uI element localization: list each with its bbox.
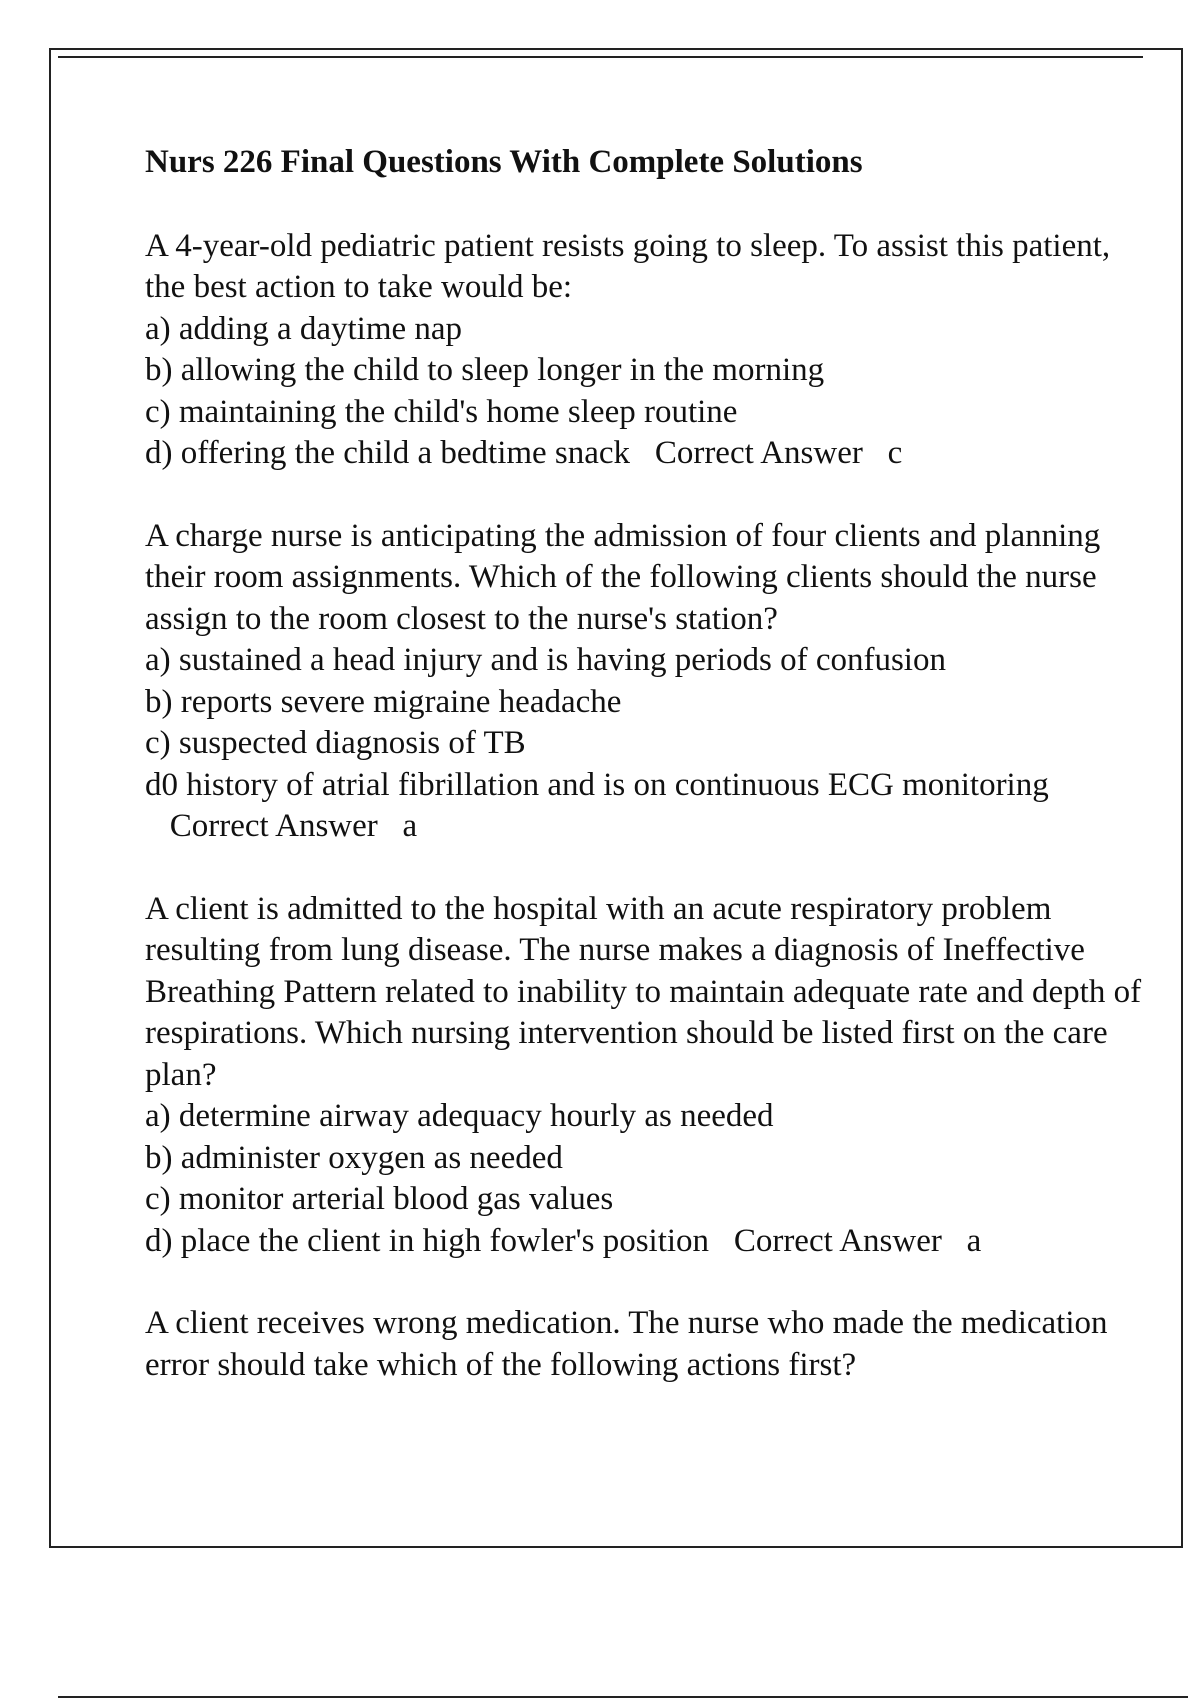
correct-answer-label: Correct Answer	[169, 808, 378, 844]
correct-answer-value: c	[887, 435, 903, 471]
answer-option-last	[145, 1221, 1155, 1263]
answer-option: b) allowing the child to sleep longer in the morning	[145, 352, 825, 388]
answer-option: c) maintaining the child's home sleep routine	[145, 393, 738, 430]
answer-option: c) suspected diagnosis of TB	[145, 725, 526, 761]
question-block	[145, 889, 1155, 1263]
correct-answer-label: Correct Answer	[654, 435, 863, 471]
question-text: A client is admitted to the hospital with an acute respiratory problem resulting from lung disease. The nurse makes a diagnosis of Ineffective Breathing Pattern related to inability to maintain adequate rate and depth of respirations. Which nursing intervention should be listed first on the care plan?	[145, 890, 1142, 1093]
answer-option-text: d0 history of atrial fibrillation and is on continuous ECG monitoring	[145, 766, 1049, 803]
answer-option: a) sustained a head injury and is having periods of confusion	[145, 642, 946, 678]
answer-option: a) determine airway adequacy hourly as needed	[145, 1098, 774, 1134]
correct-answer-value: a	[402, 808, 418, 844]
question-block	[145, 516, 1155, 848]
correct-answer-label: Correct Answer	[733, 1222, 942, 1259]
footer-rule	[58, 1696, 1188, 1698]
answer-option-last	[145, 433, 1155, 475]
answer-option-text: d) offering the child a bedtime snack	[145, 435, 631, 471]
question-text: A 4-year-old pediatric patient resists going to sleep. To assist this patient, the best action to take would be:	[145, 227, 1111, 305]
document-body	[145, 142, 1155, 1427]
answer-option-text: d) place the client in high fowler's position	[145, 1222, 710, 1259]
header-rule	[58, 56, 1143, 58]
answer-option: b) administer oxygen as needed	[145, 1139, 563, 1176]
answer-option: c) monitor arterial blood gas values	[145, 1181, 614, 1217]
document-title: Nurs 226 Final Questions With Complete Solutions	[145, 144, 863, 180]
answer-option-last	[145, 765, 1155, 848]
answer-option: a) adding a daytime nap	[145, 310, 463, 347]
question-block	[145, 226, 1155, 475]
question-block	[145, 1303, 1155, 1386]
answer-option: b) reports severe migraine headache	[145, 683, 622, 720]
correct-answer-value: a	[966, 1222, 982, 1259]
question-text: A charge nurse is anticipating the admission of four clients and planning their room assignments. Which of the following clients should the nurse assign to the room closest to the nurse's station?	[145, 517, 1101, 637]
question-text: A client receives wrong medication. The nurse who made the medication error should take which of the following actions first?	[145, 1305, 1108, 1383]
